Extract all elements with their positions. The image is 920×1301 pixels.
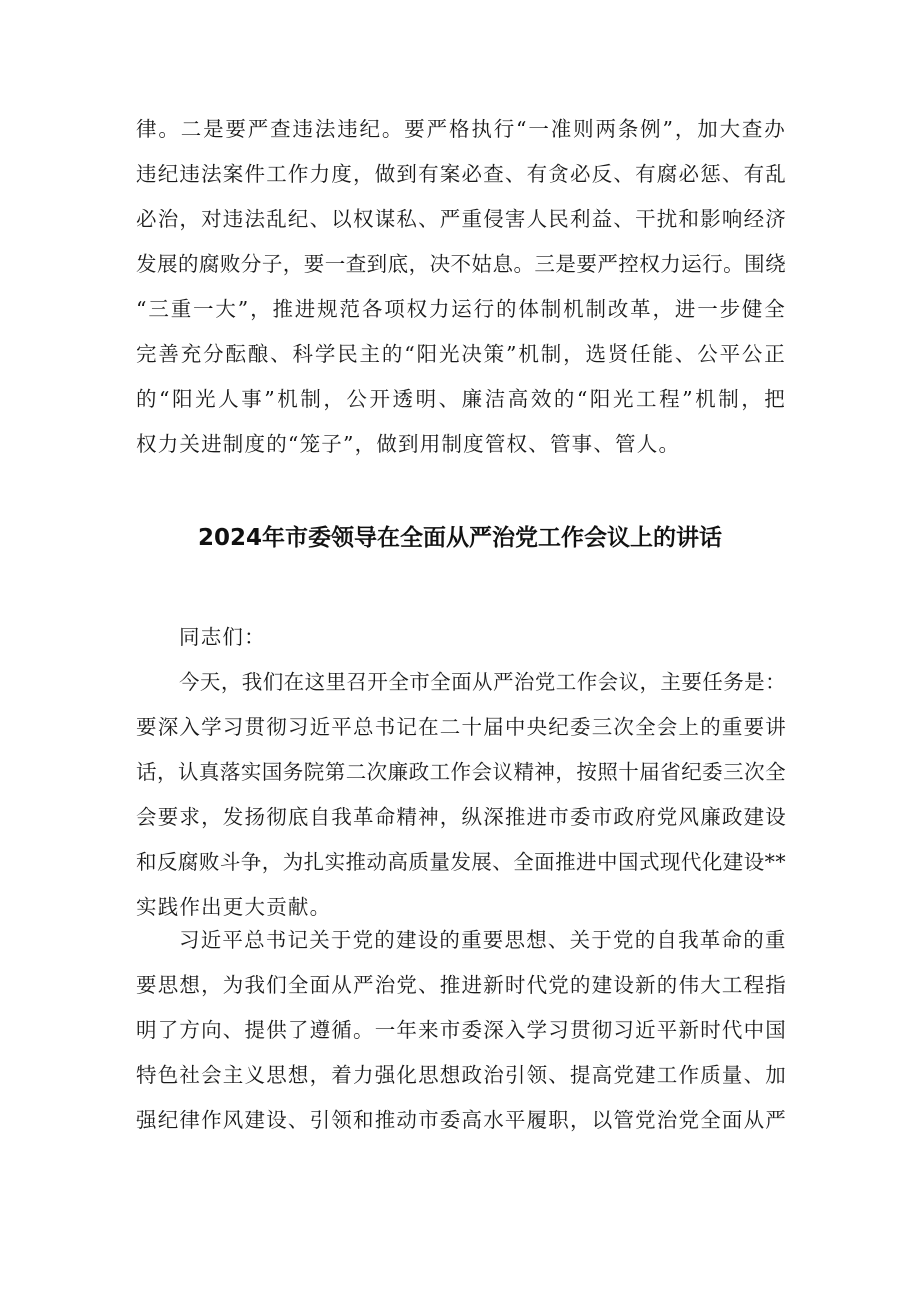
paragraph-2 — [136, 918, 786, 1143]
text-line: 发展的腐败分子，要一查到底，决不姑息。三是要严控权力运行。围绕 — [136, 252, 786, 276]
text-line: 今天，我们在这里召开全市全面从严治党工作会议，主要任务是： — [179, 670, 786, 694]
text-line: 强纪律作风建设、引领和推动市委高水平履职，以管党治党全面从严 — [136, 1108, 787, 1132]
text-line: 要思想，为我们全面从严治党、推进新时代党的建设新的伟大工程指 — [136, 973, 787, 997]
article-title: 2024年市委领导在全面从严治党工作会议上的讲话 — [197, 525, 722, 551]
continuation-paragraph — [136, 107, 786, 467]
text-line: 会要求，发扬彻底自我革命精神，纵深推进市委市政府党风廉政建设 — [136, 805, 787, 829]
text-line: 的“阳光人事”机制，公开透明、廉洁高效的“阳光工程”机制，把 — [136, 387, 786, 411]
text-line: 话，认真落实国务院第二次廉政工作会议精神，按照十届省纪委三次全 — [136, 760, 786, 784]
text-line: 完善充分酝酿、科学民主的“阳光决策”机制，选贤任能、公平公正 — [136, 342, 786, 366]
text-line: 要深入学习贯彻习近平总书记在二十届中央纪委三次全会上的重要讲 — [136, 715, 787, 739]
salutation — [136, 615, 786, 660]
text-line: “三重一大”，推进规范各项权力运行的体制机制改革，进一步健全 — [136, 297, 786, 321]
salutation-text: 同志们： — [179, 625, 266, 649]
text-line: 律。二是要严查违法违纪。要严格执行“一准则两条例”，加大查办 — [136, 117, 786, 141]
text-line: 必治，对违法乱纪、以权谋私、严重侵害人民利益、干扰和影响经济 — [136, 207, 787, 231]
text-line: 习近平总书记关于党的建设的重要思想、关于党的自我革命的重 — [179, 928, 787, 952]
paragraph-1 — [136, 660, 786, 930]
text-line: 和反腐败斗争，为扎实推动高质量发展、全面推进中国式现代化建设** — [136, 850, 786, 874]
text-line: 违纪违法案件工作力度，做到有案必查、有贪必反、有腐必惩、有乱 — [136, 162, 787, 186]
text-line: 实践作出更大贡献。 — [136, 895, 332, 919]
text-line: 权力关进制度的“笼子”，做到用制度管权、管事、管人。 — [136, 432, 681, 456]
text-line: 特色社会主义思想，着力强化思想政治引领、提高党建工作质量、加 — [136, 1063, 787, 1087]
text-line: 明了方向、提供了遵循。一年来市委深入学习贯彻习近平新时代中国 — [136, 1018, 787, 1042]
